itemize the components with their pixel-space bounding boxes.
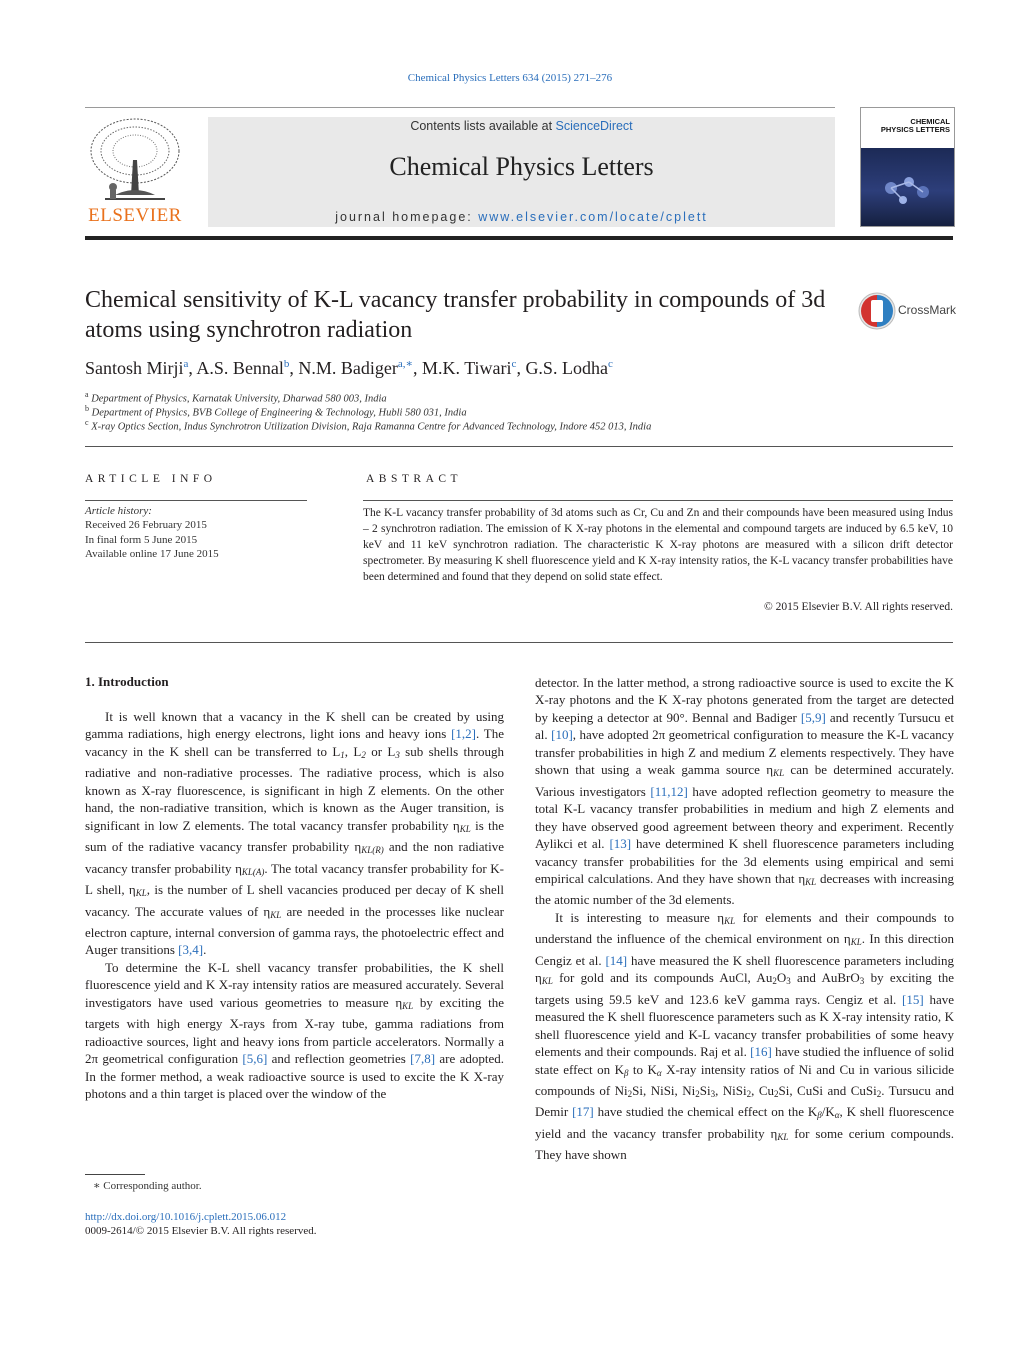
sciencedirect-link[interactable]: ScienceDirect (555, 119, 633, 133)
citation-link[interactable]: [14] (605, 952, 628, 968)
citation-link[interactable]: [10] (551, 727, 573, 743)
citation-link[interactable]: [5,9] (800, 709, 826, 725)
citation-link[interactable]: [7,8] (410, 1051, 436, 1067)
abstract-copyright: © 2015 Elsevier B.V. All rights reserved. (764, 601, 953, 613)
citation-link[interactable]: [5,6] (242, 1051, 268, 1067)
paragraph: It is interesting to measure ηKL for elements and their compounds to understand the influence of the chemical environment on ηKL. In this direction Cengiz et al. [14] have measured the K shell fluorescence parameters including ηKL for gold and its compounds AuCl, Au2O3 and AuBrO3 by exciting the targets using 59.5 keV and 123.6 keV gamma rays. Cengiz et al. [15] have measured the K shell fluorescence parameters such as K X-ray intensity ratio, K shell fluorescence yield and K-L vacancy transfer probabilities of some heavy elements and their compounds. Raj et al. [16] have studied the influence of solid state effect on Kβ to Kα X-ray intensity ratios of Ni and Cu in various silicide compounds of Ni2Si, NiSi, Ni2Si3, NiSi2, Cu2Si, CuSi and CuSi2. Tursucu and Demir [17] have studied the chemical effect on the Kβ/Kα, K shell fluorescence yield and the vacancy transfer probability ηKL for some cerium compounds. They have shown (535, 909, 955, 1163)
cover-title: CHEMICAL PHYSICS LETTERS (880, 117, 950, 134)
corresponding-author-footnote: ∗ Corresponding author. (93, 1180, 202, 1192)
article-info-heading: ARTICLE INFO (85, 473, 217, 485)
elsevier-tree-icon (85, 115, 185, 205)
article-info-rule (85, 500, 307, 501)
abstract-text: The K-L vacancy transfer probability of 3d atoms such as Cr, Cu and Zn and their compounds have been measured using Indus – 2 synchrotron radiation. The emission of K X-ray photons in the elemental and compound targets are induced by 6.5 keV, 10 keV and 11 keV synchrotron radiation. The characteristic K X-ray photons are measured with a silicon drift detector spectrometer. By measuring K shell fluorescence yield and K X-ray intensity ratios, the K-L vacancy transfer probabilities have been determined and found that they depend on solid state effect. (363, 507, 953, 583)
elsevier-wordmark: ELSEVIER (88, 205, 182, 226)
affil-mark: b (85, 404, 89, 413)
affil-text: Department of Physics, BVB College of Engineering & Technology, Hubli 580 031, India (91, 407, 467, 419)
citation-link[interactable]: [13] (609, 836, 632, 852)
affiliation-c (85, 418, 651, 433)
affil-text: Department of Physics, Karnatak University, Dharwad 580 003, India (91, 393, 387, 405)
affil-mark: a (85, 390, 89, 399)
author-affil-mark[interactable]: a (183, 358, 189, 370)
section-rule (85, 446, 953, 447)
article-title: Chemical sensitivity of K-L vacancy transfer probability in compounds of 3d atoms using synchrotron radiation (85, 287, 826, 343)
paragraph: It is well known that a vacancy in the K shell can be created by using gamma radiations, high energy electrons, light ions and heavy ions [1,2]. The vacancy in the K shell can be transferred to L1, L2 or L3 sub shells through radiative and non-radiative processes. The radiative process, which is also known as X-ray fluorescence, is significant in high Z elements. On the other hand, the non-radiative transition, which is known as the Auger transition, is significant in low Z elements. The total vacancy transfer probability ηKL is the sum of the radiative vacancy transfer probability ηKL(R) and the non radiative vacancy transfer probability ηKL(A). The total vacancy transfer probability for K-L shell, ηKL, is the number of L shell vacancies produced per decay of K shell vacancy. The accurate values of ηKL are needed in the processes like nuclear electron capture, internal conversion of gamma rays, the photoelectric effect and Auger transitions [3,4]. (85, 709, 505, 958)
citation-link[interactable]: [11,12] (650, 783, 688, 799)
paragraph: detector. In the latter method, a strong radioactive source is used to excite the K X-ray photons and the K X-ray photons generated from the target are detected by keeping a detector at 90°. Bennal and Badiger [5,9] and recently Tursucu et al. [10], have adopted 2π geometrical configuration to measure the K-L vacancy transfer probabilities in high Z and medium Z elements respectively. They have shown that using a weak gamma source ηKL can be determined accurately. Various investigators [11,12] have adopted reflection geometry to measure the total K-L vacancy transfer probabilities in medium and high Z elements and they have observed good agreement between theory and experiment. Recently Aylikci et al. [13] have determined K shell fluorescence parameters including vacancy transfer probabilities for the 3d elements using empirical and semi empirical calculations. And they have shown that ηKL decreases with increasing the atomic number of the 3d elements. (535, 675, 954, 908)
affiliation-b (85, 404, 467, 419)
contents-line (208, 119, 835, 133)
citation-link[interactable]: [17] (572, 1104, 594, 1120)
doi-link[interactable]: http://dx.doi.org/10.1016/j.cplett.2015.06.012 (85, 1211, 287, 1223)
crossmark-icon (858, 292, 896, 330)
homepage-link[interactable]: www.elsevier.com/locate/cplett (478, 210, 708, 224)
journal-cover-thumbnail[interactable] (860, 107, 955, 227)
online-date: Available online 17 June 2015 (85, 548, 219, 560)
affiliation-a (85, 390, 387, 405)
journal-citation[interactable]: Chemical Physics Letters 634 (2015) 271–276 (407, 72, 613, 84)
cover-image (861, 148, 954, 226)
header-rule (85, 107, 835, 108)
received-date: Received 26 February 2015 (85, 519, 207, 531)
section-heading-introduction: 1. Introduction (85, 674, 169, 689)
crossmark-label: CrossMark (898, 303, 957, 317)
citation-link[interactable]: [16] (750, 1044, 772, 1060)
journal-banner (208, 117, 835, 227)
history-label: Article history: (85, 505, 152, 517)
homepage-prefix: journal homepage: (335, 210, 479, 224)
author-affil-mark[interactable]: c (607, 358, 613, 370)
citation-link[interactable]: [1,2] (451, 726, 476, 742)
journal-homepage (208, 210, 835, 224)
revised-date: In final form 5 June 2015 (85, 534, 198, 546)
section-rule-lower (85, 642, 953, 643)
body-right-column (535, 674, 954, 1164)
molecule-icon (861, 148, 954, 226)
footnote-rule (85, 1174, 145, 1175)
author-list: Santosh Mirji$^a$, A.S. Bennal$^b$, N.M. Badiger$^{a,∗}$, M.K. Tiwari$^c$, G.S. Lodha$^c$ (85, 358, 613, 378)
author-name[interactable]: Santosh Mirji (85, 358, 184, 378)
body-left-column (85, 708, 504, 1103)
header-thick-rule (85, 236, 953, 240)
author-affil-mark[interactable]: c (511, 358, 517, 370)
abstract-heading: ABSTRACT (366, 473, 463, 485)
issn-copyright: 0009-2614/© 2015 Elsevier B.V. All rights reserved. (85, 1225, 317, 1237)
affil-text: X-ray Optics Section, Indus Synchrotron Utilization Division, Raja Ramanna Centre for Advanced Technology, Indore 452 013, India (91, 421, 652, 433)
citation-link[interactable]: [15] (902, 991, 924, 1007)
author-name[interactable]: M.K. Tiwari (422, 358, 512, 378)
elsevier-logo[interactable] (85, 115, 185, 227)
author-affil-mark[interactable]: a,∗ (397, 358, 414, 370)
journal-name: Chemical Physics Letters (389, 152, 654, 181)
author-name[interactable]: N.M. Badiger (298, 358, 398, 378)
abstract-rule (363, 500, 953, 501)
contents-prefix: Contents lists available at (410, 119, 556, 133)
author-name[interactable]: A.S. Bennal (196, 358, 284, 378)
citation-link[interactable]: [3,4] (178, 942, 204, 958)
author-name[interactable]: G.S. Lodha (525, 358, 608, 378)
paragraph: To determine the K-L shell vacancy transfer probabilities, the K shell fluorescence yield and K X-ray intensity ratios are measured accurately. Several investigators have used various geometries to measure ηKL by exciting the targets with high energy X-rays from X-ray tube, gamma radiations from radioactive sources, light and heavy ions from particle accelerators. Normally a 2π geometrical configuration [5,6] and reflection geometries [7,8] are adopted. In the former method, a weak radioactive source is used to excite the K X-ray photons and a thin target is placed over the window of the (85, 959, 504, 1102)
crossmark-badge[interactable] (858, 292, 957, 330)
affil-mark: c (85, 418, 89, 427)
author-affil-mark[interactable]: b (283, 358, 290, 370)
